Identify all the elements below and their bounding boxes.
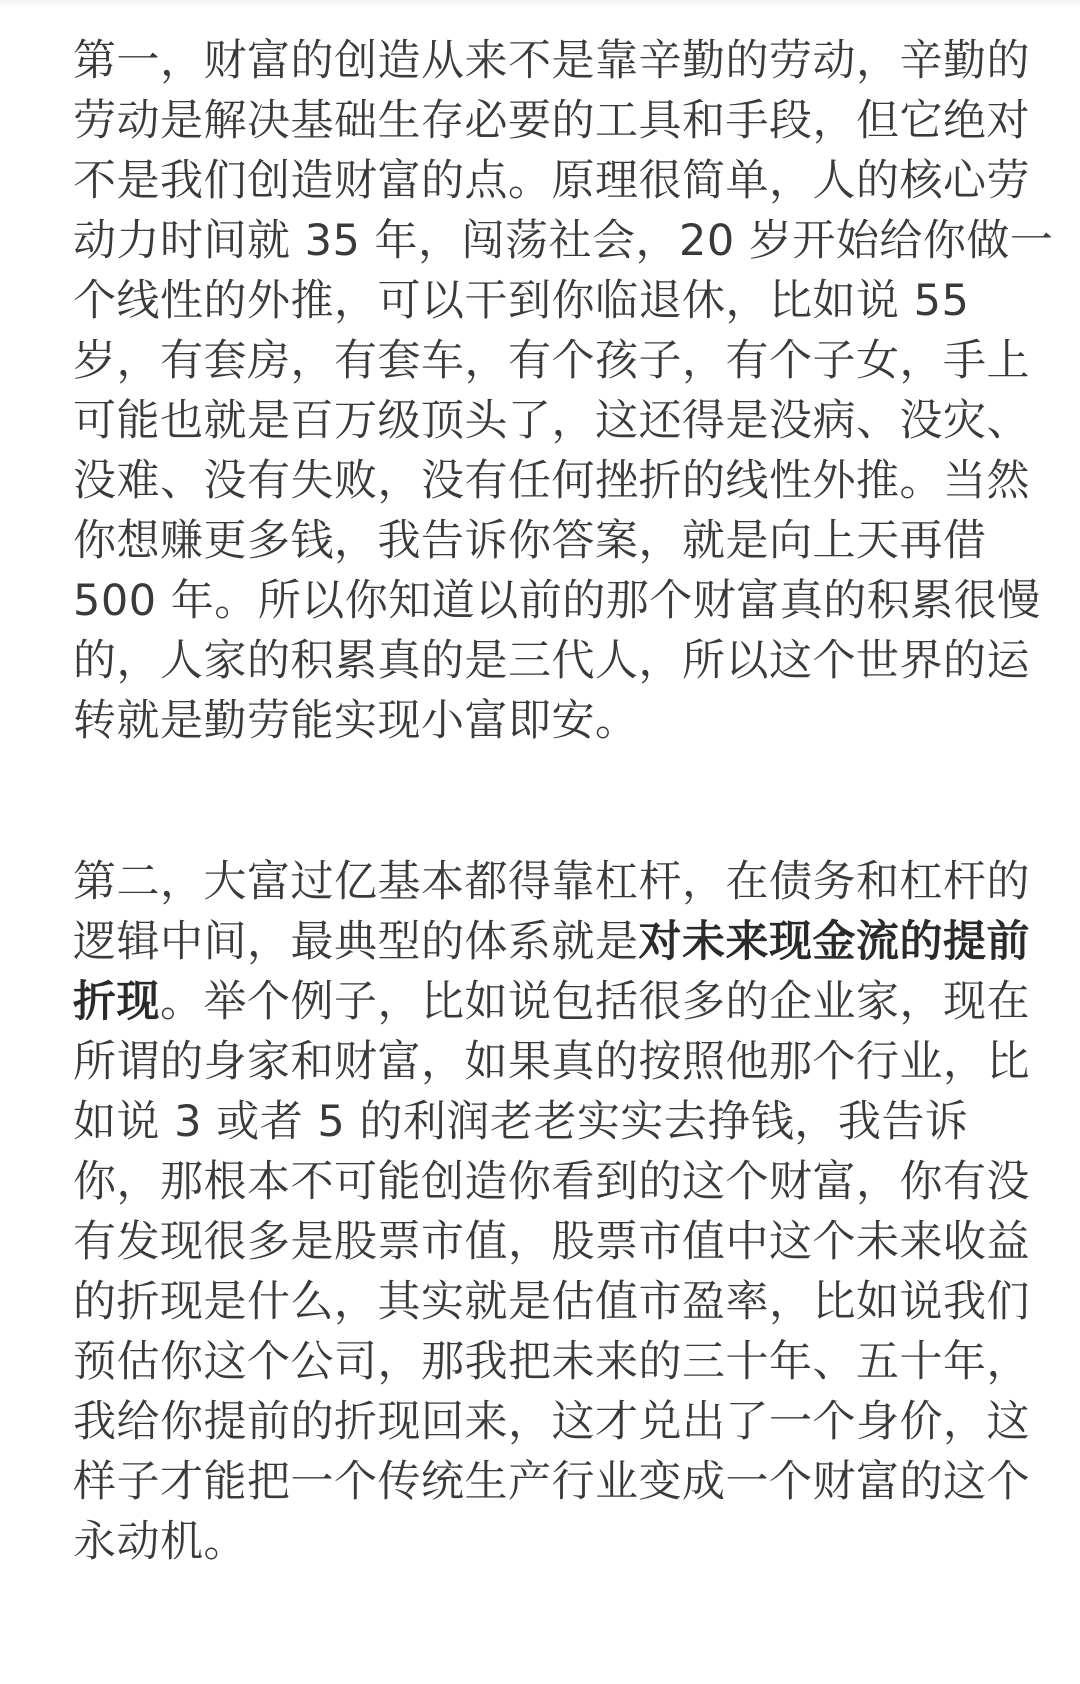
emphasis-text: 折现 <box>73 977 160 1027</box>
text-line: 所谓的身家和财富，如果真的按照他那个行业，比 <box>73 1037 1030 1087</box>
text-line <box>73 972 1030 1032</box>
text-line: 的，人家的积累真的是三代人，所以这个世界的运 <box>73 636 1030 686</box>
text-line: 可能也就是百万级顶头了，这还得是没病、没灾、 <box>73 396 1030 446</box>
text-line: 500 年。所以你知道以前的那个财富真的积累很慢 <box>73 576 1041 626</box>
text-line: 岁，有套房，有套车，有个孩子，有个子女，手上 <box>73 336 1030 386</box>
text-line: 没难、没有失败，没有任何挫折的线性外推。当然 <box>73 456 1030 506</box>
text-line: 劳动是解决基础生存必要的工具和手段，但它绝对 <box>73 96 1030 146</box>
plain-text: 。举个例子，比如说包括很多的企业家，现在 <box>160 977 1030 1027</box>
text-line: 你想赚更多钱，我告诉你答案，就是向上天再借 <box>73 516 987 566</box>
text-line: 有发现很多是股票市值，股票市值中这个未来收益 <box>73 1217 1030 1267</box>
text-line: 个线性的外推，可以干到你临退休，比如说 55 <box>73 276 970 326</box>
text-line: 样子才能把一个传统生产行业变成一个财富的这个 <box>73 1457 1030 1507</box>
paragraph-1 <box>73 31 1054 751</box>
article-body <box>73 0 1054 1572</box>
text-line <box>73 912 1030 972</box>
text-line: 我给你提前的折现回来，这才兑出了一个身价，这 <box>73 1397 1030 1447</box>
text-line: 预估你这个公司，那我把未来的三十年、五十年， <box>73 1337 1030 1387</box>
text-line: 的折现是什么，其实就是估值市盈率，比如说我们 <box>73 1277 1030 1327</box>
text-line: 你，那根本不可能创造你看到的这个财富，你有没 <box>73 1157 1030 1207</box>
plain-text: 逻辑中间，最典型的体系就是 <box>73 917 639 967</box>
text-line: 动力时间就 35 年，闯荡社会，20 岁开始给你做一 <box>73 216 1054 266</box>
text-line: 如说 3 或者 5 的利润老老实实去挣钱，我告诉 <box>73 1097 969 1147</box>
text-line: 永动机。 <box>73 1517 247 1567</box>
text-line: 第一，财富的创造从来不是靠辛勤的劳动，辛勤的 <box>73 36 1030 86</box>
emphasis-text: 对未来现金流的提前 <box>638 917 1030 967</box>
paragraph-2 <box>73 852 1030 1572</box>
text-line: 第二，大富过亿基本都得靠杠杆，在债务和杠杆的 <box>73 857 1030 907</box>
text-line: 转就是勤劳能实现小富即安。 <box>73 696 639 746</box>
text-line: 不是我们创造财富的点。原理很简单，人的核心劳 <box>73 156 1030 206</box>
